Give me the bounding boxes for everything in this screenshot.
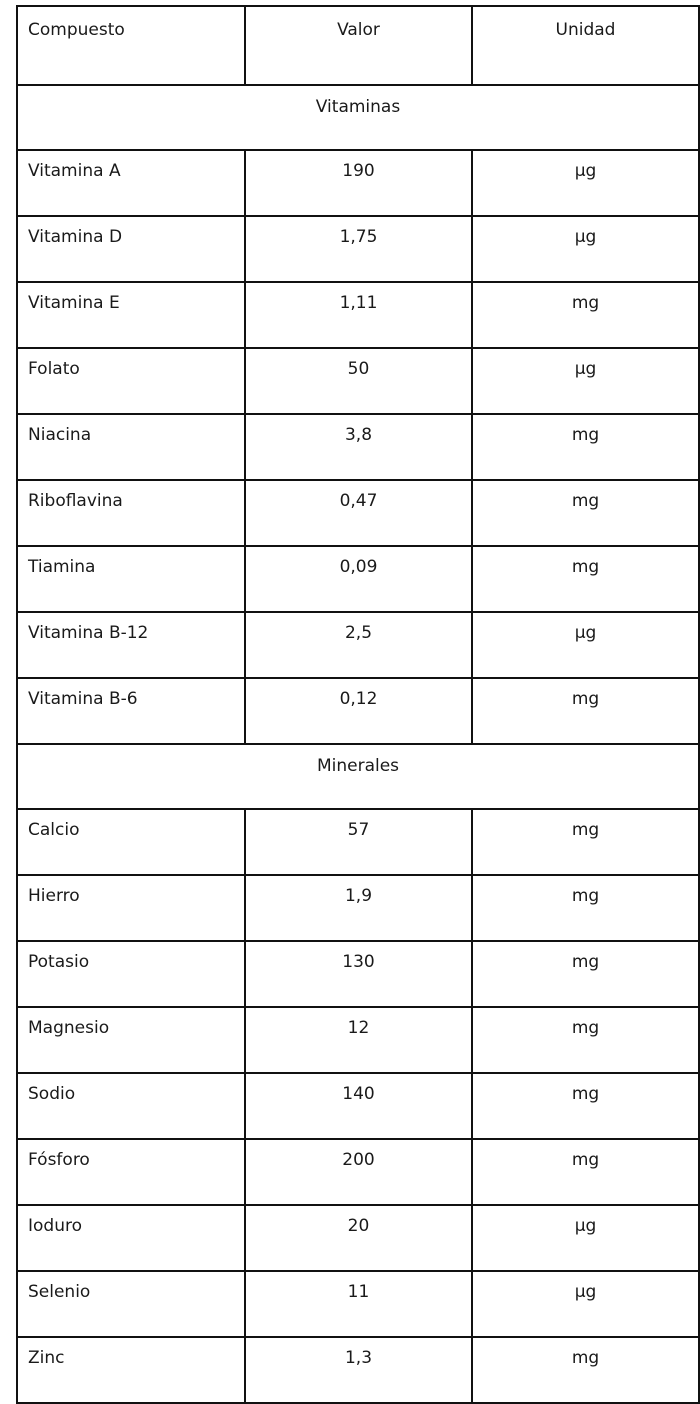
section-title: Vitaminas xyxy=(17,85,699,150)
section-title: Minerales xyxy=(17,744,699,809)
unit-cell: mg xyxy=(472,1139,699,1205)
table-row xyxy=(17,348,699,414)
header-unit: Unidad xyxy=(472,6,699,85)
unit-cell: µg xyxy=(472,612,699,678)
unit-cell: µg xyxy=(472,1271,699,1337)
unit-cell: µg xyxy=(472,348,699,414)
table-row xyxy=(17,546,699,612)
unit-cell: mg xyxy=(472,414,699,480)
table-row xyxy=(17,1073,699,1139)
value-cell: 130 xyxy=(245,941,472,1007)
value-cell: 2,5 xyxy=(245,612,472,678)
compound-name-cell: Fósforo xyxy=(17,1139,245,1205)
compound-name-cell: Zinc xyxy=(17,1337,245,1403)
table-row xyxy=(17,282,699,348)
value-cell: 20 xyxy=(245,1205,472,1271)
table-row xyxy=(17,809,699,875)
compound-name-cell: Vitamina B-6 xyxy=(17,678,245,744)
compound-name-cell: Vitamina D xyxy=(17,216,245,282)
compound-name-cell: Selenio xyxy=(17,1271,245,1337)
compound-name-cell: Ioduro xyxy=(17,1205,245,1271)
unit-cell: mg xyxy=(472,809,699,875)
unit-cell: µg xyxy=(472,150,699,216)
unit-cell: mg xyxy=(472,282,699,348)
unit-cell: mg xyxy=(472,875,699,941)
table-row xyxy=(17,678,699,744)
value-cell: 0,12 xyxy=(245,678,472,744)
compound-name-cell: Calcio xyxy=(17,809,245,875)
unit-cell: mg xyxy=(472,941,699,1007)
table-row xyxy=(17,150,699,216)
table-row xyxy=(17,216,699,282)
value-cell: 3,8 xyxy=(245,414,472,480)
table-row xyxy=(17,1007,699,1073)
compound-name-cell: Potasio xyxy=(17,941,245,1007)
unit-cell: mg xyxy=(472,678,699,744)
header-value: Valor xyxy=(245,6,472,85)
compound-name-cell: Vitamina A xyxy=(17,150,245,216)
section-row xyxy=(17,744,699,809)
unit-cell: mg xyxy=(472,1073,699,1139)
table-row xyxy=(17,1205,699,1271)
nutrient-table xyxy=(16,5,700,1404)
compound-name-cell: Folato xyxy=(17,348,245,414)
value-cell: 0,09 xyxy=(245,546,472,612)
compound-name-cell: Magnesio xyxy=(17,1007,245,1073)
compound-name-cell: Hierro xyxy=(17,875,245,941)
value-cell: 1,9 xyxy=(245,875,472,941)
compound-name-cell: Sodio xyxy=(17,1073,245,1139)
table-row xyxy=(17,1271,699,1337)
header-row xyxy=(17,6,699,85)
value-cell: 1,3 xyxy=(245,1337,472,1403)
value-cell: 11 xyxy=(245,1271,472,1337)
value-cell: 1,75 xyxy=(245,216,472,282)
table-row xyxy=(17,612,699,678)
compound-name-cell: Vitamina E xyxy=(17,282,245,348)
compound-name-cell: Niacina xyxy=(17,414,245,480)
unit-cell: mg xyxy=(472,546,699,612)
table-row xyxy=(17,480,699,546)
value-cell: 200 xyxy=(245,1139,472,1205)
nutrient-table-container xyxy=(16,5,698,1404)
unit-cell: µg xyxy=(472,1205,699,1271)
value-cell: 57 xyxy=(245,809,472,875)
table-row xyxy=(17,414,699,480)
value-cell: 50 xyxy=(245,348,472,414)
section-row xyxy=(17,85,699,150)
compound-name-cell: Tiamina xyxy=(17,546,245,612)
header-compound: Compuesto xyxy=(17,6,245,85)
unit-cell: µg xyxy=(472,216,699,282)
compound-name-cell: Riboflavina xyxy=(17,480,245,546)
table-row xyxy=(17,1139,699,1205)
value-cell: 190 xyxy=(245,150,472,216)
unit-cell: mg xyxy=(472,1007,699,1073)
value-cell: 140 xyxy=(245,1073,472,1139)
value-cell: 1,11 xyxy=(245,282,472,348)
table-row xyxy=(17,941,699,1007)
compound-name-cell: Vitamina B-12 xyxy=(17,612,245,678)
value-cell: 12 xyxy=(245,1007,472,1073)
table-row xyxy=(17,1337,699,1403)
unit-cell: mg xyxy=(472,1337,699,1403)
nutrient-table-body xyxy=(17,6,699,1403)
table-row xyxy=(17,875,699,941)
unit-cell: mg xyxy=(472,480,699,546)
value-cell: 0,47 xyxy=(245,480,472,546)
